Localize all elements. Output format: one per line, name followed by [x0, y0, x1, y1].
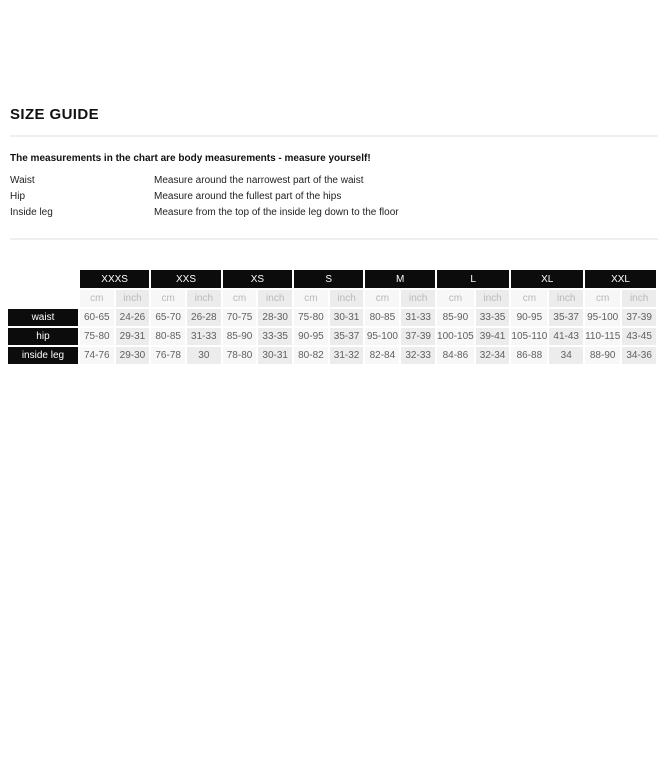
value-cell: 85-90	[437, 309, 474, 326]
size-header-row	[8, 270, 656, 288]
value-cell: 75-80	[80, 328, 114, 345]
unit-label-inch: inch	[549, 290, 583, 307]
size-header-xxxs: XXXS	[80, 270, 149, 288]
size-header-l: L	[437, 270, 509, 288]
size-header-m: M	[365, 270, 435, 288]
value-cell: 29-30	[116, 347, 150, 364]
corner-cell	[8, 290, 78, 307]
value-cell: 41-43	[549, 328, 583, 345]
definition-term: Hip	[10, 191, 26, 202]
unit-label-cm: cm	[511, 290, 547, 307]
unit-label-cm: cm	[437, 290, 474, 307]
divider	[10, 135, 658, 137]
unit-label-inch: inch	[187, 290, 221, 307]
value-cell: 70-75	[223, 309, 257, 326]
unit-label-cm: cm	[223, 290, 257, 307]
row-header-hip: hip	[8, 328, 78, 345]
value-cell: 31-33	[187, 328, 221, 345]
intro-text: The measurements in the chart are body measurements - measure yourself!	[10, 153, 371, 164]
table-row-inside-leg	[8, 347, 656, 364]
definition-description: Measure around the narrowest part of the waist	[154, 175, 364, 186]
unit-label-inch: inch	[622, 290, 656, 307]
unit-label-inch: inch	[476, 290, 510, 307]
table-row-hip	[8, 328, 656, 345]
value-cell: 39-41	[476, 328, 510, 345]
value-cell: 100-105	[437, 328, 474, 345]
unit-label-inch: inch	[401, 290, 435, 307]
unit-label-cm: cm	[585, 290, 620, 307]
definition-row	[10, 205, 658, 221]
page-title: SIZE GUIDE	[10, 106, 100, 123]
definition-row	[10, 173, 658, 189]
size-header-xl: XL	[511, 270, 583, 288]
value-cell: 24-26	[116, 309, 150, 326]
corner-cell	[8, 270, 78, 288]
value-cell: 30	[187, 347, 221, 364]
value-cell: 88-90	[585, 347, 620, 364]
value-cell: 76-78	[151, 347, 185, 364]
unit-label-inch: inch	[330, 290, 364, 307]
value-cell: 75-80	[294, 309, 328, 326]
size-header-s: S	[294, 270, 363, 288]
definition-description: Measure from the top of the inside leg down to the floor	[154, 207, 399, 218]
table-row-waist	[8, 309, 656, 326]
value-cell: 80-85	[151, 328, 185, 345]
value-cell: 35-37	[549, 309, 583, 326]
value-cell: 90-95	[511, 309, 547, 326]
unit-label-cm: cm	[80, 290, 114, 307]
unit-label-inch: inch	[258, 290, 292, 307]
value-cell: 60-65	[80, 309, 114, 326]
unit-label-cm: cm	[151, 290, 185, 307]
value-cell: 95-100	[585, 309, 620, 326]
value-cell: 33-35	[258, 328, 292, 345]
value-cell: 82-84	[365, 347, 399, 364]
value-cell: 84-86	[437, 347, 474, 364]
value-cell: 32-34	[476, 347, 510, 364]
value-cell: 43-45	[622, 328, 656, 345]
size-guide-page	[0, 106, 666, 366]
value-cell: 33-35	[476, 309, 510, 326]
definition-term: Inside leg	[10, 207, 53, 218]
unit-label-row	[8, 290, 656, 307]
value-cell: 31-33	[401, 309, 435, 326]
unit-label-cm: cm	[294, 290, 328, 307]
row-header-waist: waist	[8, 309, 78, 326]
value-cell: 80-85	[365, 309, 399, 326]
value-cell: 34	[549, 347, 583, 364]
value-cell: 78-80	[223, 347, 257, 364]
value-cell: 31-32	[330, 347, 364, 364]
unit-label-inch: inch	[116, 290, 150, 307]
size-chart-table	[6, 268, 658, 366]
divider	[10, 238, 658, 240]
value-cell: 95-100	[365, 328, 399, 345]
value-cell: 80-82	[294, 347, 328, 364]
size-header-xxl: XXL	[585, 270, 656, 288]
value-cell: 110-115	[585, 328, 620, 345]
size-header-xxs: XXS	[151, 270, 220, 288]
unit-label-cm: cm	[365, 290, 399, 307]
value-cell: 34-36	[622, 347, 656, 364]
value-cell: 37-39	[622, 309, 656, 326]
value-cell: 90-95	[294, 328, 328, 345]
value-cell: 85-90	[223, 328, 257, 345]
definition-description: Measure around the fullest part of the hips	[154, 191, 342, 202]
definition-term: Waist	[10, 175, 35, 186]
value-cell: 26-28	[187, 309, 221, 326]
row-header-inside-leg: inside leg	[8, 347, 78, 364]
value-cell: 35-37	[330, 328, 364, 345]
definition-row	[10, 189, 658, 205]
value-cell: 29-31	[116, 328, 150, 345]
measurement-definitions	[10, 173, 658, 221]
value-cell: 28-30	[258, 309, 292, 326]
value-cell: 30-31	[258, 347, 292, 364]
value-cell: 105-110	[511, 328, 547, 345]
value-cell: 37-39	[401, 328, 435, 345]
value-cell: 30-31	[330, 309, 364, 326]
value-cell: 65-70	[151, 309, 185, 326]
size-header-xs: XS	[223, 270, 292, 288]
value-cell: 74-76	[80, 347, 114, 364]
value-cell: 86-88	[511, 347, 547, 364]
value-cell: 32-33	[401, 347, 435, 364]
